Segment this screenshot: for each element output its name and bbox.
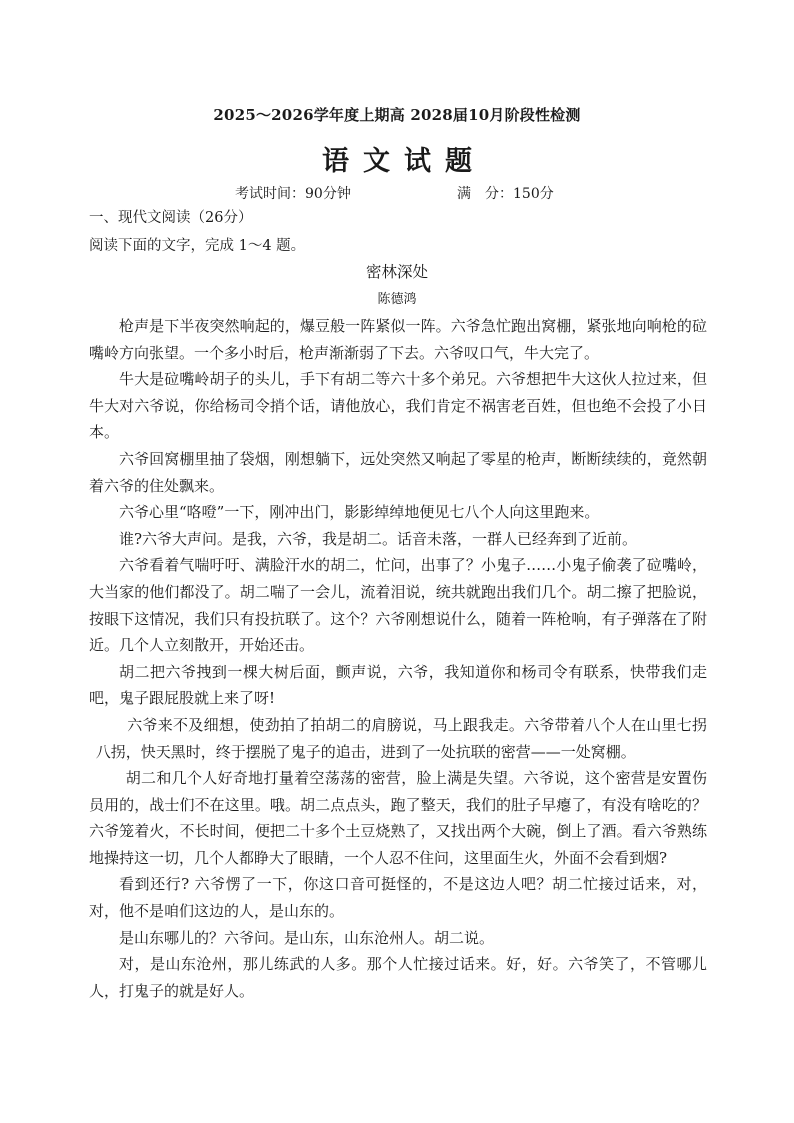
section-instruction: 阅读下面的文字，完成 1～4 题。 xyxy=(89,238,306,254)
paragraph: 六爷回窝棚里抽了袋烟，刚想躺下，远处突然又响起了零星的枪声，断断续续的，竟然朝着六爷的住处飘来。 xyxy=(89,449,707,495)
paragraph: 六爷来不及细想，使劲拍了拍胡二的肩膀说，马上跟我走。六爷带着八个人在山里七拐八拐，快天黑时，终于摆脱了鬼子的追击，进到了一处抗联的密营——一处窝棚。 xyxy=(95,715,707,761)
page-title: 语文试题 xyxy=(322,146,486,177)
paragraph: 牛大是砬嘴岭胡子的头儿，手下有胡二等六十多个弟兄。六爷想把牛大这伙人拉过来，但牛大对六爷说，你给杨司令捎个话，请他放心，我们肯定不祸害老百姓，但也绝不会投了小日本。 xyxy=(89,370,707,442)
paragraph: 枪声是下半夜突然响起的，爆豆般一阵紧似一阵。六爷急忙跑出窝棚，紧张地向响枪的砬嘴岭方向张望。一个多小时后，枪声渐渐弱了下去。六爷叹口气，牛大完了。 xyxy=(89,317,707,362)
exam-time: 考试时间：90分钟 xyxy=(235,186,351,202)
exam-score: 满 分：150分 xyxy=(457,186,554,202)
paragraph: 是山东哪儿的？六爷问。是山东，山东沧州人。胡二说。 xyxy=(119,928,495,947)
paragraph: 胡二和几个人好奇地打量着空荡荡的密营，脸上满是失望。六爷说，这个密营是安置伤员用的，战士们不在这里。哦。胡二点点头，跑了整天，我们的肚子早瘪了，有没有啥吃的？六爷笼着火，不长时间，便把二十多个土豆烧熟了，又找出两个大碗，倒上了酒。看六爷熟练地操持这一切，几个人都睁大了眼睛，一个人忍不住问，这里面生火，外面不会看到烟? xyxy=(89,769,707,867)
article-author: 陈德鸿 xyxy=(377,292,417,307)
section-heading: 一、现代文阅读（26分） xyxy=(89,210,253,226)
paragraph: 对，是山东沧州，那儿练武的人多。那个人忙接过话来。好，好。六爷笑了，不管哪儿人，打鬼子的就是好人。 xyxy=(89,955,707,1000)
paragraph: 谁?六爷大声问。是我，六爷，我是胡二。话音未落，一群人已经奔到了近前。 xyxy=(119,529,638,548)
paragraph: 六爷看着气喘吁吁、满脸汗水的胡二，忙问，出事了？小鬼子……小鬼子偷袭了砬嘴岭，大当家的他们都没了。胡二喘了一会儿，流着泪说，统共就跑出我们几个。胡二擦了把脸说，按眼下这情况，我们只有投抗联了。这个？六爷刚想说什么，随着一阵枪响，有子弹落在了附近。几个人立刻散开，开始还击。 xyxy=(89,556,707,655)
article-title: 密林深处 xyxy=(365,263,428,281)
article-body xyxy=(89,313,707,1004)
exam-header: 2025～2026学年度上期高 2028届10月阶段性检测 xyxy=(213,106,581,124)
paragraph: 胡二把六爷拽到一棵大树后面，颤声说，六爷，我知道你和杨司令有联系，快带我们走吧，鬼子跟屁股就上来了呀! xyxy=(89,662,707,708)
paragraph: 看到还行? 六爷愣了一下，你这口音可挺怪的，不是这边人吧？胡二忙接过话来，对，对，他不是咱们这边的人，是山东的。 xyxy=(89,875,707,921)
paragraph: 六爷心里“咯噔”一下，刚冲出门，影影绰绰地便见七八个人向这里跑来。 xyxy=(119,503,600,522)
